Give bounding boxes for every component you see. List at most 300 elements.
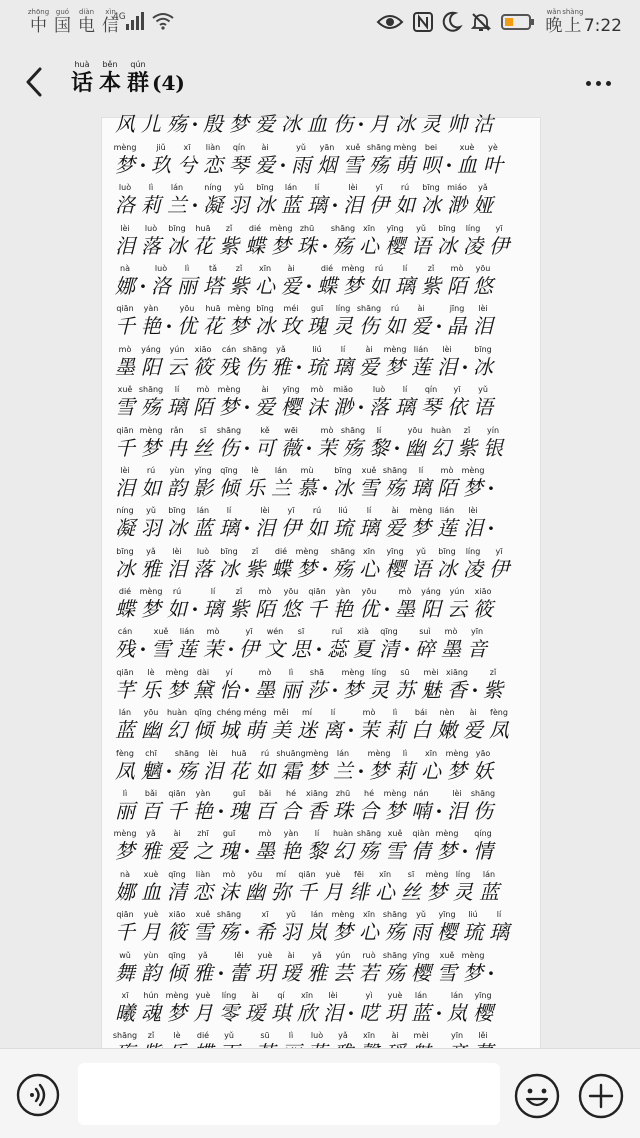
hanzi: 墨 <box>441 637 461 662</box>
text-line <box>112 702 532 742</box>
hanzi: 血 <box>457 152 477 177</box>
ruby-char <box>392 102 418 136</box>
pinyin: yīng <box>386 223 404 233</box>
separator-dot <box>304 426 314 460</box>
pinyin: mèng <box>435 829 459 839</box>
pinyin: qiān <box>116 425 134 435</box>
pinyin: xiāo <box>168 910 186 920</box>
pinyin: zǐ <box>235 263 243 273</box>
pinyin: mèng <box>393 142 417 152</box>
hanzi: 梦 <box>219 395 239 420</box>
hanzi: · <box>295 354 303 379</box>
pinyin: méng <box>243 708 267 718</box>
pinyin: ài <box>287 263 295 273</box>
text-line <box>112 581 532 621</box>
pinyin: rú <box>146 465 156 475</box>
hanzi: 芊 <box>115 677 135 702</box>
pinyin: yōu <box>407 425 423 435</box>
pinyin: lián <box>413 344 429 354</box>
hanzi: 冰 <box>395 112 415 137</box>
hanzi: 伊 <box>239 637 259 662</box>
pinyin: xuě <box>361 465 377 475</box>
voice-icon[interactable] <box>16 1073 60 1117</box>
hanzi: 百 <box>141 799 161 824</box>
pinyin: yǔ <box>416 910 426 920</box>
hanzi: 倾 <box>219 475 239 500</box>
pinyin: zǐ <box>251 546 259 556</box>
pinyin: lán <box>196 506 210 516</box>
hanzi: 影 <box>193 475 213 500</box>
pinyin: zhōng <box>27 8 50 16</box>
hanzi: · <box>139 152 147 177</box>
ruby-char <box>330 304 356 338</box>
pinyin: xuě <box>439 950 455 960</box>
pinyin: zǐ <box>225 223 233 233</box>
pinyin: bīng <box>256 304 274 314</box>
pinyin: luò <box>144 223 158 233</box>
hanzi: 文 <box>265 637 285 662</box>
hanzi: · <box>403 637 411 662</box>
ruby-char <box>350 627 376 661</box>
pinyin: líng <box>455 869 471 879</box>
ruby-char <box>434 951 460 985</box>
hanzi: 璃 <box>203 597 223 622</box>
pinyin: mò <box>196 385 210 395</box>
text-line <box>112 540 532 580</box>
ruby-char <box>382 829 408 863</box>
emoji-icon[interactable] <box>514 1073 560 1119</box>
pinyin: mò <box>320 425 334 435</box>
hanzi: 墨 <box>115 354 135 379</box>
separator-dot <box>278 143 288 177</box>
ruby-char <box>330 587 356 621</box>
ruby-char <box>304 102 330 136</box>
text-line <box>112 904 532 944</box>
plus-icon[interactable] <box>578 1073 624 1119</box>
hanzi: 雅 <box>141 839 161 864</box>
text-line <box>112 298 532 338</box>
ruby-char <box>164 385 190 419</box>
pinyin: mèng <box>113 142 137 152</box>
ruby-char <box>330 910 356 944</box>
separator-dot <box>164 749 174 783</box>
ruby-char <box>252 102 278 136</box>
ruby-char <box>242 708 268 742</box>
pinyin: shāng <box>382 465 408 475</box>
hanzi: 泪 <box>115 233 135 258</box>
separator-dot <box>444 143 454 177</box>
ruby-char <box>216 991 242 1025</box>
pinyin: shāng <box>330 546 356 556</box>
hanzi: 落 <box>193 556 213 581</box>
ruby-char <box>112 264 138 298</box>
hanzi: 凤 <box>115 758 135 783</box>
pinyin: xīn <box>378 869 392 879</box>
hanzi: 殇 <box>385 475 405 500</box>
ruby-char <box>382 910 408 944</box>
hanzi: 洛 <box>151 273 171 298</box>
hanzi: 泪 <box>463 516 483 541</box>
ruby-char <box>268 466 294 500</box>
separator-dot <box>226 627 236 661</box>
hanzi: 心 <box>421 758 441 783</box>
pinyin: yǔ <box>234 183 244 193</box>
ruby-char <box>392 385 418 419</box>
hanzi: · <box>243 395 251 420</box>
message-input[interactable] <box>78 1063 500 1125</box>
pinyin: lí <box>402 385 408 395</box>
more-options-button[interactable] <box>578 70 618 96</box>
pinyin: ruǐ <box>331 627 343 637</box>
pinyin: ài <box>365 344 373 354</box>
pinyin: sī <box>407 869 415 879</box>
pinyin: qīng <box>168 950 186 960</box>
pinyin: shāng <box>174 748 200 758</box>
ruby-char <box>278 951 304 985</box>
pinyin: yīng <box>386 546 404 556</box>
pinyin: xīn <box>424 748 438 758</box>
pinyin: yīn <box>470 627 484 637</box>
ruby-char <box>242 991 268 1025</box>
ruby-char <box>304 749 330 783</box>
ruby-char <box>444 102 470 136</box>
pinyin: xīn <box>362 546 376 556</box>
ruby-char <box>444 991 470 1025</box>
separator-dot <box>242 385 252 419</box>
back-button[interactable] <box>14 62 54 102</box>
hanzi: 沫 <box>307 395 327 420</box>
ruby-char <box>408 506 434 540</box>
ruby-char <box>138 385 164 419</box>
hanzi: 雪 <box>437 960 457 985</box>
ruby-char <box>216 224 242 258</box>
ruby-char <box>278 749 304 783</box>
hanzi: · <box>279 152 287 177</box>
hanzi: 璃 <box>219 516 239 541</box>
hanzi: · <box>461 839 469 864</box>
hanzi: 殇 <box>333 233 353 258</box>
hanzi: 紫 <box>219 233 239 258</box>
hanzi: 泪 <box>115 475 135 500</box>
separator-dot <box>138 143 148 177</box>
eye-icon <box>377 13 403 31</box>
ruby-char <box>412 627 438 661</box>
pinyin: mèng <box>383 344 407 354</box>
ruby-char <box>112 143 138 177</box>
pinyin: ài <box>391 506 399 516</box>
pinyin: yī <box>245 627 253 637</box>
hanzi: 韵 <box>141 960 161 985</box>
hanzi: 茉 <box>359 718 379 743</box>
separator-dot <box>216 951 226 985</box>
pinyin: hé <box>286 789 296 799</box>
hanzi: 兰 <box>271 475 291 500</box>
hanzi: 殇 <box>333 556 353 581</box>
mute-bell-icon <box>471 12 491 32</box>
pinyin: xī <box>121 990 129 1000</box>
ruby-char <box>164 345 190 379</box>
hanzi: 心 <box>359 920 379 945</box>
hanzi: · <box>315 637 323 662</box>
carrier-char <box>52 8 73 36</box>
pinyin: rú <box>374 263 384 273</box>
hanzi: · <box>243 435 251 460</box>
hanzi: 艳 <box>281 839 301 864</box>
ruby-char <box>470 587 496 621</box>
ruby-char <box>460 708 486 742</box>
hanzi: 殇 <box>167 112 187 137</box>
hanzi: 云 <box>447 597 467 622</box>
pinyin: lè <box>251 465 259 475</box>
pinyin: rú <box>390 304 400 314</box>
title-char <box>68 60 96 97</box>
pinyin: yī <box>495 223 503 233</box>
pinyin: ài <box>251 990 259 1000</box>
hanzi: 梦 <box>411 516 431 541</box>
pinyin: yǎ <box>146 546 156 556</box>
pinyin: shāng <box>356 304 382 314</box>
ruby-char <box>356 829 382 863</box>
pinyin: huàn <box>166 708 188 718</box>
ruby-char <box>304 385 330 419</box>
pinyin: jīng <box>449 304 465 314</box>
hanzi: 丝 <box>193 435 213 460</box>
hanzi: 如 <box>385 314 405 339</box>
hanzi: 渺 <box>447 193 467 218</box>
hanzi: 冰 <box>421 193 441 218</box>
hanzi: 泪 <box>473 314 493 339</box>
separator-dot <box>242 829 252 863</box>
ruby-char <box>278 668 304 702</box>
pinyin: mèng <box>445 748 469 758</box>
hanzi: 心 <box>359 233 379 258</box>
ruby-char <box>112 345 138 379</box>
pinyin: lèi <box>442 344 452 354</box>
hanzi: 璃 <box>333 354 353 379</box>
ruby-char <box>236 627 262 661</box>
pinyin: lí <box>314 829 320 839</box>
ruby-char <box>190 547 216 581</box>
hanzi: 云 <box>167 354 187 379</box>
ruby-char <box>138 991 164 1025</box>
ruby-char <box>112 183 138 217</box>
hanzi: 莉 <box>395 758 415 783</box>
clock-period <box>545 8 582 36</box>
ruby-char <box>226 587 252 621</box>
pinyin: lèi <box>208 748 218 758</box>
ruby-char <box>112 870 138 904</box>
hanzi: 梦 <box>343 273 363 298</box>
pinyin: fēi <box>354 869 364 879</box>
ruby-char <box>268 870 294 904</box>
ruby-char <box>330 951 356 985</box>
hanzi: 梦 <box>167 1000 187 1025</box>
pinyin: ruò <box>362 950 376 960</box>
image-message[interactable] <box>102 112 540 1048</box>
hanzi: 晚 <box>545 16 563 36</box>
hanzi: 优 <box>177 314 197 339</box>
ruby-char <box>444 183 470 217</box>
pinyin: dié <box>320 263 334 273</box>
pinyin: qíng <box>474 829 492 839</box>
pinyin: níng <box>116 506 134 516</box>
hanzi: 泪 <box>437 354 457 379</box>
ruby-char <box>190 991 216 1025</box>
separator-dot <box>434 304 444 338</box>
pinyin: yuè <box>325 869 341 879</box>
pinyin: mò <box>206 627 220 637</box>
pinyin: huā <box>231 748 247 758</box>
pinyin: yí <box>225 667 233 677</box>
ruby-char <box>138 426 164 460</box>
hanzi: 爱 <box>255 152 275 177</box>
ruby-char <box>164 547 190 581</box>
ruby-char <box>418 264 444 298</box>
hanzi: · <box>217 799 225 824</box>
pinyin: hún <box>143 990 159 1000</box>
ruby-char <box>112 587 138 621</box>
hanzi: 殇 <box>369 152 389 177</box>
text-line <box>112 985 532 1025</box>
ruby-char <box>262 627 288 661</box>
pinyin: wén <box>266 627 284 637</box>
ruby-char <box>480 668 506 702</box>
ruby-char <box>444 789 470 823</box>
ruby-char <box>330 547 356 581</box>
ruby-char <box>454 426 480 460</box>
hanzi: 蕾 <box>229 960 249 985</box>
ruby-char <box>138 102 164 136</box>
ruby-char <box>200 304 226 338</box>
hanzi: 莲 <box>177 637 197 662</box>
pinyin: yáng <box>421 587 441 597</box>
ruby-char <box>112 708 138 742</box>
pinyin: sī <box>199 425 207 435</box>
hanzi: 兮 <box>177 152 197 177</box>
ruby-char <box>138 951 164 985</box>
ruby-char <box>138 587 164 621</box>
ruby-char <box>252 789 278 823</box>
hanzi: 爱 <box>359 354 379 379</box>
ruby-char <box>444 385 470 419</box>
hanzi: · <box>445 152 453 177</box>
hanzi: 梦 <box>427 879 447 904</box>
ruby-char <box>164 587 190 621</box>
hanzi: 渺 <box>333 395 353 420</box>
hanzi: 萌 <box>245 718 265 743</box>
hanzi: 清 <box>379 637 399 662</box>
hanzi: · <box>165 758 173 783</box>
hanzi: 爱 <box>463 718 483 743</box>
hanzi: 苏 <box>395 677 415 702</box>
pinyin: yì <box>365 990 373 1000</box>
ruby-char <box>434 224 460 258</box>
hanzi: 雨 <box>411 920 431 945</box>
pinyin: xīn <box>362 910 376 920</box>
hanzi: 思 <box>291 637 311 662</box>
ruby-char <box>200 264 226 298</box>
wifi-icon <box>152 12 174 30</box>
hanzi: 冰 <box>437 233 457 258</box>
ruby-char <box>112 991 138 1025</box>
pinyin: bīng <box>438 223 456 233</box>
hanzi: 墨 <box>255 677 275 702</box>
hanzi: 幻 <box>431 435 451 460</box>
pinyin: lì <box>392 708 398 718</box>
ruby-char <box>112 668 138 702</box>
pinyin: mèng <box>305 748 329 758</box>
pinyin: sī <box>297 627 305 637</box>
hanzi: 殷 <box>203 112 223 137</box>
pinyin: sū <box>400 667 410 677</box>
ruby-char <box>226 304 252 338</box>
input-bar <box>0 1048 640 1138</box>
hanzi: 月 <box>369 112 389 137</box>
pinyin: liàn <box>195 869 211 879</box>
hanzi: · <box>383 597 391 622</box>
hanzi: · <box>357 758 365 783</box>
ruby-char <box>252 910 278 944</box>
ruby-char <box>164 708 190 742</box>
separator-dot <box>330 668 340 702</box>
pinyin: xīn <box>258 263 272 273</box>
hanzi: 艳 <box>333 597 353 622</box>
hanzi: 蝶 <box>245 233 265 258</box>
hanzi: 娜 <box>115 879 135 904</box>
hanzi: 墨 <box>395 597 415 622</box>
pinyin: shāng <box>356 829 382 839</box>
network-type: 4G <box>113 12 126 22</box>
ruby-char <box>268 345 294 379</box>
hanzi: 樱 <box>437 920 457 945</box>
hanzi: 樱 <box>411 960 431 985</box>
ruby-char <box>314 426 340 460</box>
member-count: (4) <box>152 71 185 95</box>
ruby-char <box>304 829 330 863</box>
pinyin: yǔ <box>416 546 426 556</box>
ruby-char <box>138 749 164 783</box>
moon-icon <box>443 12 461 32</box>
hanzi: 叶 <box>483 152 503 177</box>
ruby-char <box>330 224 356 258</box>
hanzi: 雅 <box>307 960 327 985</box>
hanzi: 泪 <box>323 1000 343 1025</box>
pinyin: bīng <box>116 546 134 556</box>
hanzi: · <box>435 314 443 339</box>
ruby-char <box>252 143 278 177</box>
hanzi: 伊 <box>489 233 509 258</box>
pinyin: mò <box>444 627 458 637</box>
ruby-char <box>268 547 294 581</box>
hanzi: 伊 <box>489 556 509 581</box>
hanzi: 本 <box>98 70 121 96</box>
hanzi: 殇 <box>343 435 363 460</box>
message-list[interactable] <box>0 112 640 1048</box>
pinyin: líng <box>465 223 481 233</box>
hanzi: 雅 <box>141 556 161 581</box>
pinyin: bīng <box>220 546 238 556</box>
hanzi: 白 <box>411 718 431 743</box>
separator-dot <box>320 547 330 581</box>
separator-dot <box>434 789 444 823</box>
pinyin: guī <box>232 789 246 799</box>
pinyin: lán <box>170 183 184 193</box>
hanzi: 爱 <box>281 273 301 298</box>
hanzi: 冰 <box>333 475 353 500</box>
hanzi: 殇 <box>177 758 197 783</box>
hanzi: · <box>191 597 199 622</box>
hanzi: 雪 <box>151 637 171 662</box>
